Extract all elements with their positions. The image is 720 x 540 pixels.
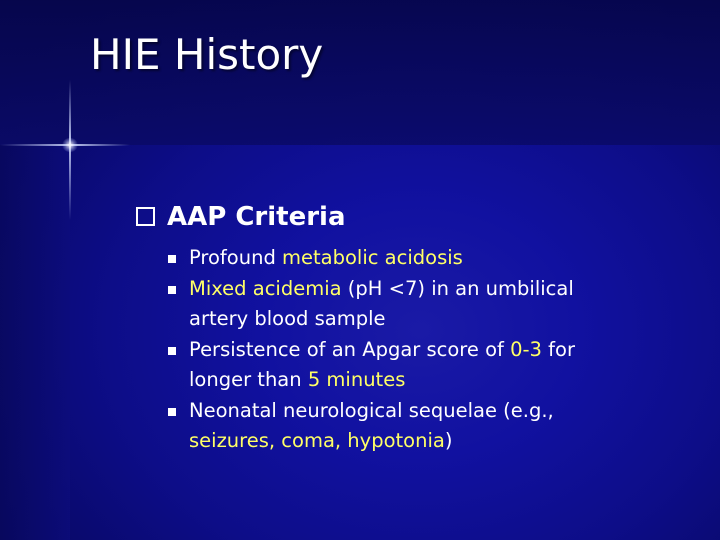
criteria-text: longer than — [189, 368, 308, 391]
criteria-item — [168, 335, 628, 396]
criteria-text: artery blood sample — [189, 307, 386, 330]
square-bullet-icon — [168, 347, 176, 355]
highlighted-text: 0-3 — [510, 337, 542, 361]
criteria-text: (pH <7) in an umbilical — [341, 276, 574, 300]
section-heading-text: AAP Criteria — [167, 202, 346, 232]
highlighted-text: Mixed acidemia — [189, 276, 342, 300]
checkbox-square-icon — [136, 207, 155, 226]
square-bullet-icon — [168, 255, 176, 263]
criteria-text: Neonatal neurological sequelae (e.g., — [189, 398, 554, 422]
square-bullet-icon — [168, 286, 176, 294]
square-bullet-icon — [168, 408, 176, 416]
light-flare-center — [62, 138, 78, 152]
highlighted-text: 5 minutes — [307, 368, 406, 391]
criteria-item — [168, 274, 628, 335]
criteria-item — [168, 243, 628, 274]
criteria-text: for — [541, 337, 575, 361]
section-heading — [136, 202, 346, 232]
criteria-item — [168, 396, 628, 457]
left-band — [0, 145, 70, 540]
criteria-list — [168, 243, 628, 457]
slide-title: HIE History — [90, 30, 324, 79]
criteria-text: ) — [444, 429, 453, 452]
highlighted-text: metabolic acidosis — [282, 246, 463, 269]
highlighted-text: seizures, coma, hypotonia — [189, 429, 445, 452]
criteria-text: Profound — [189, 246, 283, 269]
criteria-text: Persistence of an Apgar score of — [189, 337, 511, 361]
